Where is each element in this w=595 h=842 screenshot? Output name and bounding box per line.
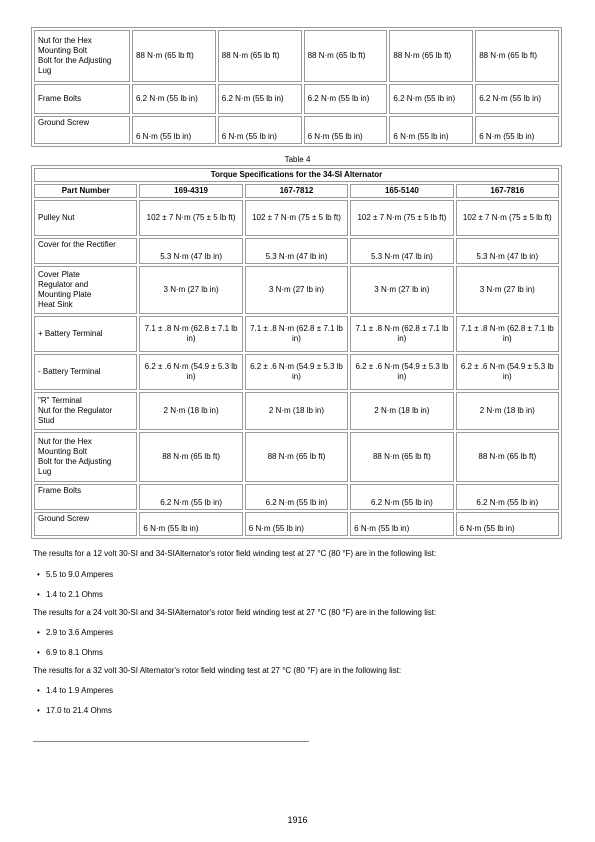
list-item: • 5.5 to 9.0 Amperes [46,570,113,579]
top-torque-table [31,27,562,147]
table-cell: 6 N·m (55 lb in) [304,116,388,144]
table-title-row [34,168,559,182]
table-cell: 6.2 ± .6 N·m (54.9 ± 5.3 lb in) [245,354,348,390]
table-cell: 88 N·m (65 lb ft) [456,432,559,482]
table-cell: 3 N·m (27 lb in) [139,266,242,314]
table-header-row [34,184,559,198]
table-cell: 88 N·m (65 lb ft) [389,30,473,82]
table-cell: 6.2 N·m (55 lb in) [139,484,242,510]
page-number: 1916 [287,815,308,825]
table-cell: 102 ± 7 N·m (75 ± 5 lb ft) [350,200,453,236]
table-cell: 6.2 N·m (55 lb in) [475,84,559,114]
row-label: Frame Bolts [34,484,137,510]
table-cell: 6 N·m (55 lb in) [350,512,453,536]
table-cell: 2 N·m (18 lb in) [456,392,559,430]
table-row [34,316,559,352]
table-row [34,238,559,264]
table-cell: 5.3 N·m (47 lb in) [350,238,453,264]
table-row [34,392,559,430]
table-cell: 6 N·m (55 lb in) [139,512,242,536]
table-cell: 6 N·m (55 lb in) [475,116,559,144]
table-cell: 6.2 N·m (55 lb in) [350,484,453,510]
table-cell: 88 N·m (65 lb ft) [139,432,242,482]
table-cell: 3 N·m (27 lb in) [245,266,348,314]
list-item: • 17.0 to 21.4 Ohms [46,706,112,715]
table-cell: 7.1 ± .8 N·m (62.8 ± 7.1 lb in) [350,316,453,352]
table-cell: 7.1 ± .8 N·m (62.8 ± 7.1 lb in) [245,316,348,352]
table-cell: 102 ± 7 N·m (75 ± 5 lb ft) [456,200,559,236]
table-cell: 5.3 N·m (47 lb in) [245,238,348,264]
table-cell: 7.1 ± .8 N·m (62.8 ± 7.1 lb in) [456,316,559,352]
row-label: Cover for the Rectifier [34,238,137,264]
table-cell: 6.2 N·m (55 lb in) [304,84,388,114]
table-cell: 6.2 N·m (55 lb in) [389,84,473,114]
results-paragraph-12v: The results for a 12 volt 30-SI and 34-SIAlternator's rotor field winding test at 27 °C (80 °F) are in the following list: [33,549,437,558]
table-cell: 2 N·m (18 lb in) [139,392,242,430]
table-cell: 6.2 N·m (55 lb in) [245,484,348,510]
list-item: • 1.4 to 1.9 Amperes [46,686,113,695]
table-row [34,484,559,510]
row-label: Nut for the Hex Mounting Bolt Bolt for the Adjusting Lug [34,432,137,482]
column-header: 167-7812 [245,184,348,198]
table-row [34,200,559,236]
row-label: Pulley Nut [34,200,137,236]
table-cell: 88 N·m (65 lb ft) [475,30,559,82]
column-header: 165-5140 [350,184,453,198]
table-cell: 6.2 N·m (55 lb in) [456,484,559,510]
table-title: Torque Specifications for the 34-SI Alternator [34,168,559,182]
table-cell: 2 N·m (18 lb in) [245,392,348,430]
table-cell: 6.2 N·m (55 lb in) [218,84,302,114]
row-label: Nut for the Hex Mounting Bolt Bolt for the Adjusting Lug [34,30,130,82]
list-item: • 2.9 to 3.6 Amperes [46,628,113,637]
table-cell: 88 N·m (65 lb ft) [132,30,216,82]
footnote-divider [33,741,309,742]
table-cell: 7.1 ± .8 N·m (62.8 ± 7.1 lb in) [139,316,242,352]
row-label: - Battery Terminal [34,354,137,390]
table-cell: 3 N·m (27 lb in) [350,266,453,314]
row-label: Frame Bolts [34,84,130,114]
table-row [34,30,559,82]
row-label: + Battery Terminal [34,316,137,352]
torque-specifications-table [31,165,562,539]
table-cell: 6.2 ± .6 N·m (54.9 ± 5.3 lb in) [456,354,559,390]
table-cell: 88 N·m (65 lb ft) [245,432,348,482]
table-row [34,266,559,314]
table-cell: 6.2 ± .6 N·m (54.9 ± 5.3 lb in) [139,354,242,390]
column-header: 167-7816 [456,184,559,198]
column-header: 169-4319 [139,184,242,198]
table-row [34,116,559,144]
table-row [34,432,559,482]
table-cell: 6 N·m (55 lb in) [456,512,559,536]
row-label: Ground Screw [34,116,130,144]
table-cell: 88 N·m (65 lb ft) [350,432,453,482]
table-cell: 5.3 N·m (47 lb in) [456,238,559,264]
row-label: "R" Terminal Nut for the Regulator Stud [34,392,137,430]
table-cell: 6.2 N·m (55 lb in) [132,84,216,114]
table-row [34,354,559,390]
table-cell: 5.3 N·m (47 lb in) [139,238,242,264]
table-caption: Table 4 [284,155,311,164]
table-cell: 6.2 ± .6 N·m (54.9 ± 5.3 lb in) [350,354,453,390]
row-label: Ground Screw [34,512,137,536]
table-cell: 2 N·m (18 lb in) [350,392,453,430]
table-cell: 6 N·m (55 lb in) [389,116,473,144]
table-cell: 6 N·m (55 lb in) [132,116,216,144]
table-cell: 88 N·m (65 lb ft) [304,30,388,82]
table-row [34,84,559,114]
table-cell: 102 ± 7 N·m (75 ± 5 lb ft) [139,200,242,236]
table-cell: 88 N·m (65 lb ft) [218,30,302,82]
table-cell: 6 N·m (55 lb in) [218,116,302,144]
table-cell: 3 N·m (27 lb in) [456,266,559,314]
column-header: Part Number [34,184,137,198]
results-paragraph-32v: The results for a 32 volt 30-SI Alternator's rotor field winding test at 27 °C (80 °F) are in the following list: [33,666,402,675]
results-paragraph-24v: The results for a 24 volt 30-SI and 34-SIAlternator's rotor field winding test at 27 °C (80 °F) are in the following list: [33,608,437,617]
table-cell: 6 N·m (55 lb in) [245,512,348,536]
table-cell: 102 ± 7 N·m (75 ± 5 lb ft) [245,200,348,236]
table-row [34,512,559,536]
list-item: • 1.4 to 2.1 Ohms [46,590,103,599]
row-label: Cover Plate Regulator and Mounting Plate Heat Sink [34,266,137,314]
list-item: • 6.9 to 8.1 Ohms [46,648,103,657]
